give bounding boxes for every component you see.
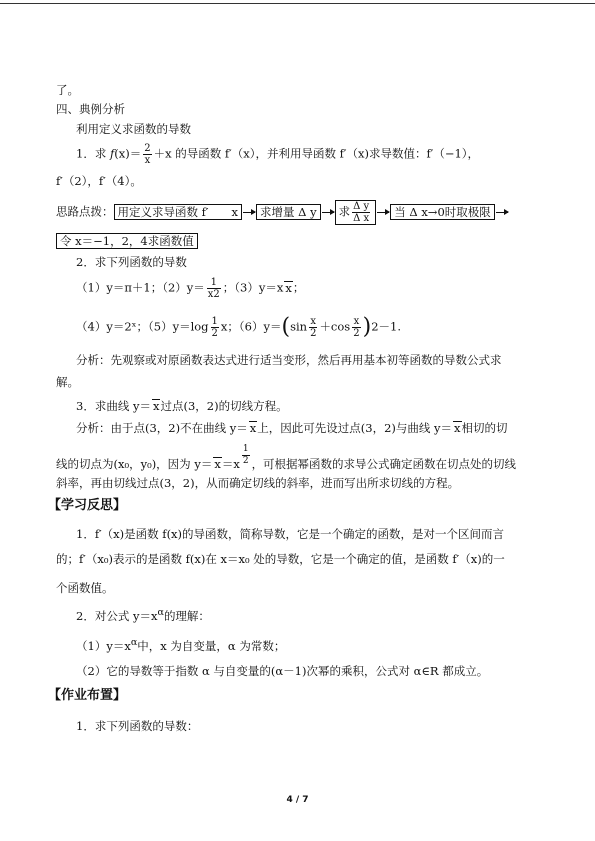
analysis-line xyxy=(56,444,516,472)
right-paren: ) xyxy=(362,314,372,340)
text-line: 1．求下列函数的导数： xyxy=(76,719,199,733)
denominator: 2 xyxy=(310,328,317,339)
text-run: 线的切点为(x₀，y₀)，因为 y＝ xyxy=(56,456,213,471)
fraction xyxy=(211,316,219,339)
flow-box: 用定义求导函数 f′ x xyxy=(114,204,243,220)
text-run: 1．求 xyxy=(76,146,107,161)
text-run: 上，因此可先设过点(3，2)与曲线 y＝ xyxy=(257,421,453,435)
flow-box: 令 x＝−1，2，4求函数值 xyxy=(56,233,198,249)
denominator: Δ x xyxy=(353,213,370,224)
formula-line xyxy=(76,635,285,654)
text-run: ＋x 的导函数 f′（x），并利用导函数 f′（x)求导数值：f′（−1）， xyxy=(153,146,480,161)
text-line: 利用定义求函数的导数 xyxy=(76,122,191,136)
numerator: Δ y xyxy=(353,201,370,212)
sqrt: x xyxy=(214,456,221,471)
text-run: ；（3）y＝x xyxy=(222,280,284,295)
text-run: （1）y＝x xyxy=(76,638,131,653)
text-run: 中，x 为自变量，α 为常数； xyxy=(137,638,286,653)
text-line: 了。 xyxy=(56,83,79,97)
numerator: 1 xyxy=(211,316,218,327)
denominator: x2 xyxy=(207,289,220,300)
text-run: （1）y＝π＋1；（2）y＝ xyxy=(76,280,205,295)
text-run: ＋cos xyxy=(319,319,351,334)
exponent: α xyxy=(130,637,138,648)
arrow-icon xyxy=(496,212,508,213)
flow-box xyxy=(335,200,377,225)
numerator: x xyxy=(353,316,360,327)
fraction xyxy=(242,444,250,467)
problem-1 xyxy=(76,143,479,166)
text-run: sin xyxy=(290,319,308,334)
text-line: 解。 xyxy=(56,375,79,389)
denominator: x xyxy=(144,155,151,166)
page-number: 4 / 7 xyxy=(286,795,309,805)
flow-label: 思路点拨： xyxy=(56,204,114,219)
denominator: 2 xyxy=(242,456,249,466)
formula-line xyxy=(76,605,210,624)
sqrt: x xyxy=(249,421,257,435)
left-paren: ( xyxy=(281,314,291,340)
text-line: 2．求下列函数的导数 xyxy=(76,255,187,269)
text-line: 分析：先观察或对原函数表达式进行适当变形，然后再用基本初等函数的导数公式求 xyxy=(76,353,502,367)
text-run: ，可根据幂函数的求导公式确定函数在切点处的切线 xyxy=(251,456,517,471)
numerator: 1 xyxy=(207,277,221,289)
section-heading: 四、典例分析 xyxy=(56,102,125,116)
sqrt: x xyxy=(152,399,160,413)
text-line: （2）它的导数等于指数 α 与自变量的(α－1)次幂的乘积，公式对 α∈R 都成立。 xyxy=(76,664,489,678)
denominator: 2 xyxy=(353,328,360,339)
flow-box: 求增量 Δ y xyxy=(256,204,321,220)
flowchart xyxy=(56,200,509,225)
sqrt: x xyxy=(285,280,292,295)
sqrt: x xyxy=(454,421,461,435)
problem-3 xyxy=(76,398,288,414)
fraction xyxy=(352,316,360,339)
numerator: 1 xyxy=(242,444,249,454)
exponent: α xyxy=(157,607,164,618)
text-line: 个函数值。 xyxy=(56,581,114,595)
flow-box: 当 Δ x→0时取极限 xyxy=(390,204,495,220)
text-run: 过点(3，2)的切线方程。 xyxy=(160,399,288,413)
text-line: 1．f′（x)是函数 f(x)的导函数，简称导数，它是一个确定的函数，是对一个区间而言 xyxy=(76,527,505,541)
text-line: f′（2），f′（4）。 xyxy=(56,174,142,188)
text-run: ＝x xyxy=(221,456,240,471)
problem-2-row-2 xyxy=(76,316,401,339)
text-run: f xyxy=(109,146,115,161)
text-run: 相切的切 xyxy=(461,421,508,435)
text-run: ； xyxy=(292,280,305,295)
text-line: 的；f′（x₀)表示的是函数 f(x)在 x＝x₀ 处的导数，它是一个确定的值，是函数 f′（x)的一 xyxy=(56,552,505,566)
arrow-icon xyxy=(377,212,389,213)
text-run: 的理解： xyxy=(163,608,210,623)
arrow-icon xyxy=(243,212,255,213)
text-run: x；（6）y＝ xyxy=(220,319,282,334)
text-run: 分析：由于点(3，2)不在曲线 y＝ xyxy=(76,421,248,435)
text-run: 求 xyxy=(338,204,351,219)
analysis-line xyxy=(76,420,508,436)
section-heading: 【学习反思】 xyxy=(48,498,127,513)
section-heading: 【作业布置】 xyxy=(48,688,127,703)
fraction xyxy=(143,143,151,166)
fraction xyxy=(352,201,370,224)
text-run: 3．求曲线 y＝ xyxy=(76,399,151,413)
fraction xyxy=(207,277,221,300)
numerator: x xyxy=(310,316,317,327)
text-run: 2．对公式 y＝x xyxy=(76,608,158,623)
flowchart-final xyxy=(56,233,198,249)
numerator: 2 xyxy=(144,143,151,154)
problem-2-row-1 xyxy=(76,277,304,300)
top-rule xyxy=(0,3,595,4)
denominator: 2 xyxy=(211,328,218,339)
text-run: 2－1. xyxy=(371,319,401,334)
text-run: (x)＝ xyxy=(114,146,142,161)
arrow-icon xyxy=(322,212,334,213)
fraction xyxy=(309,316,317,339)
text-run: （4）y＝2ˣ；（5）y＝log xyxy=(76,319,209,334)
text-line: 斜率，再由切线过点(3，2)，从而确定切线的斜率，进而写出所求切线的方程。 xyxy=(56,476,460,490)
